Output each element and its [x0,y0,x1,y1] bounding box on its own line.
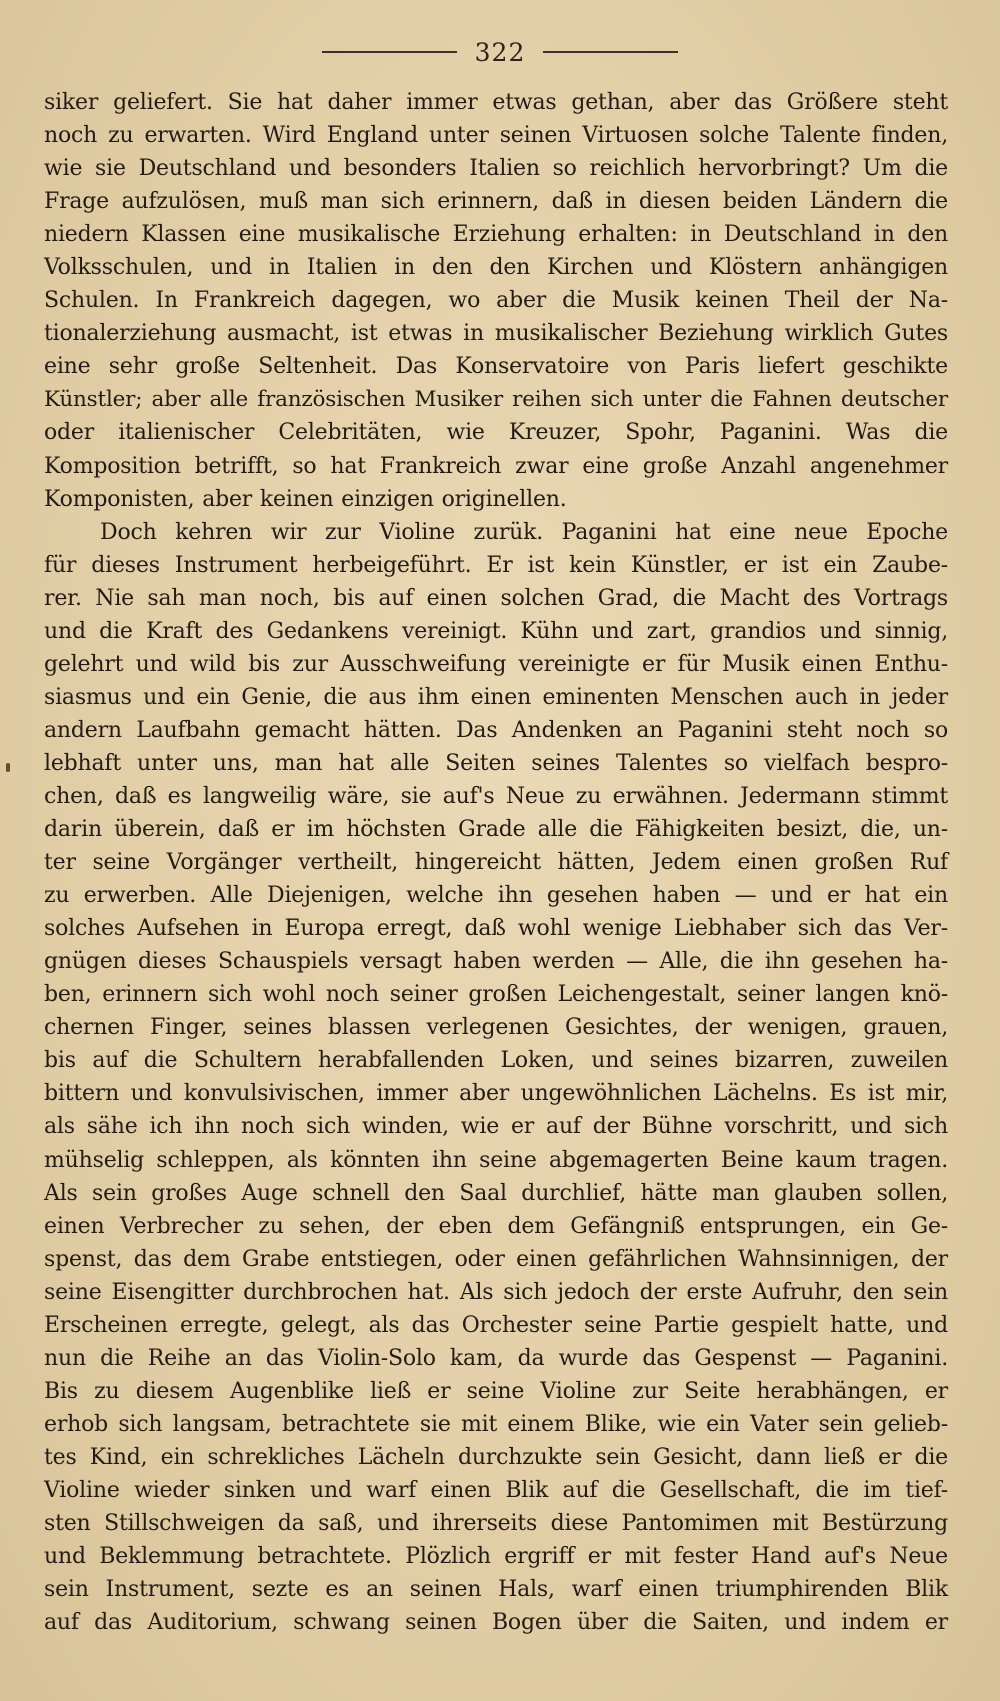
paragraph-2 [44,516,948,1640]
text-line: ter seine Vorgänger vertheilt, hingereicht hätten, Jedem einen großen Ruf [44,850,948,876]
page-number: 322 [474,37,526,67]
text-line: Doch kehren wir zur Violine zurük. Paganini hat eine neue Epoche [100,519,948,545]
text-line: lebhaft unter uns, man hat alle Seiten seines Talentes so vielfach bespro- [44,750,948,776]
text-line: einen Verbrecher zu sehen, der eben dem Gefängniß entsprungen, ein Ge- [44,1213,948,1239]
text-line: eine sehr große Seltenheit. Das Konservatoire von Paris liefert geschikte [44,354,948,380]
text-line: ben, erinnern sich wohl noch seiner großen Leichengestalt, seiner langen knö- [44,982,948,1008]
text-line: darin überein, daß er im höchsten Grade alle die Fähigkeiten besizt, die, un- [44,817,948,843]
text-line: Volksschulen, und in Italien in den den Kirchen und Klöstern anhängigen [44,255,948,281]
text-line: chen, daß es langweilig wäre, sie auf's Neue zu erwähnen. Jedermann stimmt [44,783,948,809]
text-line: Frage aufzulösen, muß man sich erinnern, daß in diesen beiden Ländern die [44,189,948,215]
text-line: chernen Finger, seines blassen verlegenen Gesichtes, der wenigen, grauen, [44,1015,948,1041]
text-line: spenst, das dem Grabe entstiegen, oder einen gefährlichen Wahnsinnigen, der [44,1246,948,1272]
text-line: Violine wieder sinken und warf einen Blik auf die Gesellschaft, die im tief- [44,1477,948,1503]
text-line: und Beklemmung betrachtete. Plözlich ergriff er mit fester Hand auf's Neue [44,1544,948,1570]
paragraph-1 [44,86,948,516]
text-line: wie sie Deutschland und besonders Italien so reichlich hervorbringt? Um die [44,156,948,182]
text-line: Als sein großes Auge schnell den Saal durchlief, hätte man glauben sollen, [44,1180,948,1206]
text-line: Komposition betrifft, so hat Frankreich zwar eine große Anzahl angenehmer [44,453,948,479]
text-line: auf das Auditorium, schwang seinen Bogen über die Saiten, und indem er [44,1610,948,1636]
text-line: bittern und konvulsivischen, immer aber ungewöhnlichen Lächelns. Es ist mir, [44,1081,948,1107]
text-line: zu erwerben. Alle Diejenigen, welche ihn gesehen haben — und er hat ein [44,883,948,909]
text-line: gnügen dieses Schauspiels versagt haben werden — Alle, die ihn gesehen ha- [44,949,948,975]
text-line: gelehrt und wild bis zur Ausschweifung vereinigte er für Musik einen Enthu- [44,651,948,677]
text-line: oder italienischer Celebritäten, wie Kreuzer, Spohr, Paganini. Was die [44,420,948,446]
text-line: und die Kraft des Gedankens vereinigt. Kühn und zart, grandios und sinnig, [44,618,948,644]
text-line: bis auf die Schultern herabfallenden Loken, und seines bizarren, zuweilen [44,1048,948,1074]
text-line: tes Kind, ein schrekliches Lächeln durchzukte sein Gesicht, dann ließ er die [44,1444,948,1470]
text-line: siasmus und ein Genie, die aus ihm einen eminenten Menschen auch in jeder [44,684,948,710]
text-line: noch zu erwarten. Wird England unter seinen Virtuosen solche Talente finden, [44,123,948,149]
text-line: siker geliefert. Sie hat daher immer etwas gethan, aber das Größere steht [44,90,948,115]
text-line: sten Stillschweigen da saß, und ihrerseits diese Pantomimen mit Bestürzung [44,1511,948,1537]
text-line: Erscheinen erregte, gelegt, als das Orchester seine Partie gespielt hatte, und [44,1312,948,1338]
text-line: Schulen. In Frankreich dagegen, wo aber die Musik keinen Theil der Na- [44,288,948,314]
text-line: Komponisten, aber keinen einzigen originellen. [44,486,567,512]
text-line: Künstler; aber alle französischen Musiker reihen sich unter die Fahnen deutscher [44,387,948,413]
margin-ink-mark [6,763,10,772]
header-rule-left [322,51,457,53]
header-rule-right [543,51,678,53]
text-line: solches Aufsehen in Europa erregt, daß wohl wenige Liebhaber sich das Ver- [44,916,948,942]
body-text [44,86,948,1639]
text-line: erhob sich langsam, betrachtete sie mit einem Blike, wie ein Vater sein gelieb- [44,1411,948,1437]
text-line: nun die Reihe an das Violin-Solo kam, da wurde das Gespenst — Paganini. [44,1345,948,1371]
text-line: als sähe ich ihn noch sich winden, wie er auf der Bühne vorschritt, und sich [44,1114,948,1140]
text-line: tionalerziehung ausmacht, ist etwas in musikalischer Beziehung wirklich Gutes [44,321,948,347]
text-line: sein Instrument, sezte es an seinen Hals, warf einen triumphirenden Blik [44,1577,948,1603]
text-line: Bis zu diesem Augenblike ließ er seine Violine zur Seite herabhängen, er [44,1378,948,1404]
text-line: mühselig schleppen, als könnten ihn seine abgemagerten Beine kaum tragen. [44,1147,948,1173]
text-line: für dieses Instrument herbeigeführt. Er ist kein Künstler, er ist ein Zaube- [44,552,948,578]
text-line: rer. Nie sah man noch, bis auf einen solchen Grad, die Macht des Vortrags [44,585,948,611]
text-line: niedern Klassen eine musikalische Erziehung erhalten: in Deutschland in den [44,222,948,248]
page-header [0,32,1000,72]
text-line: andern Laufbahn gemacht hätten. Das Andenken an Paganini steht noch so [44,717,948,743]
text-line: seine Eisengitter durchbrochen hat. Als sich jedoch der erste Aufruhr, den sein [44,1279,948,1305]
